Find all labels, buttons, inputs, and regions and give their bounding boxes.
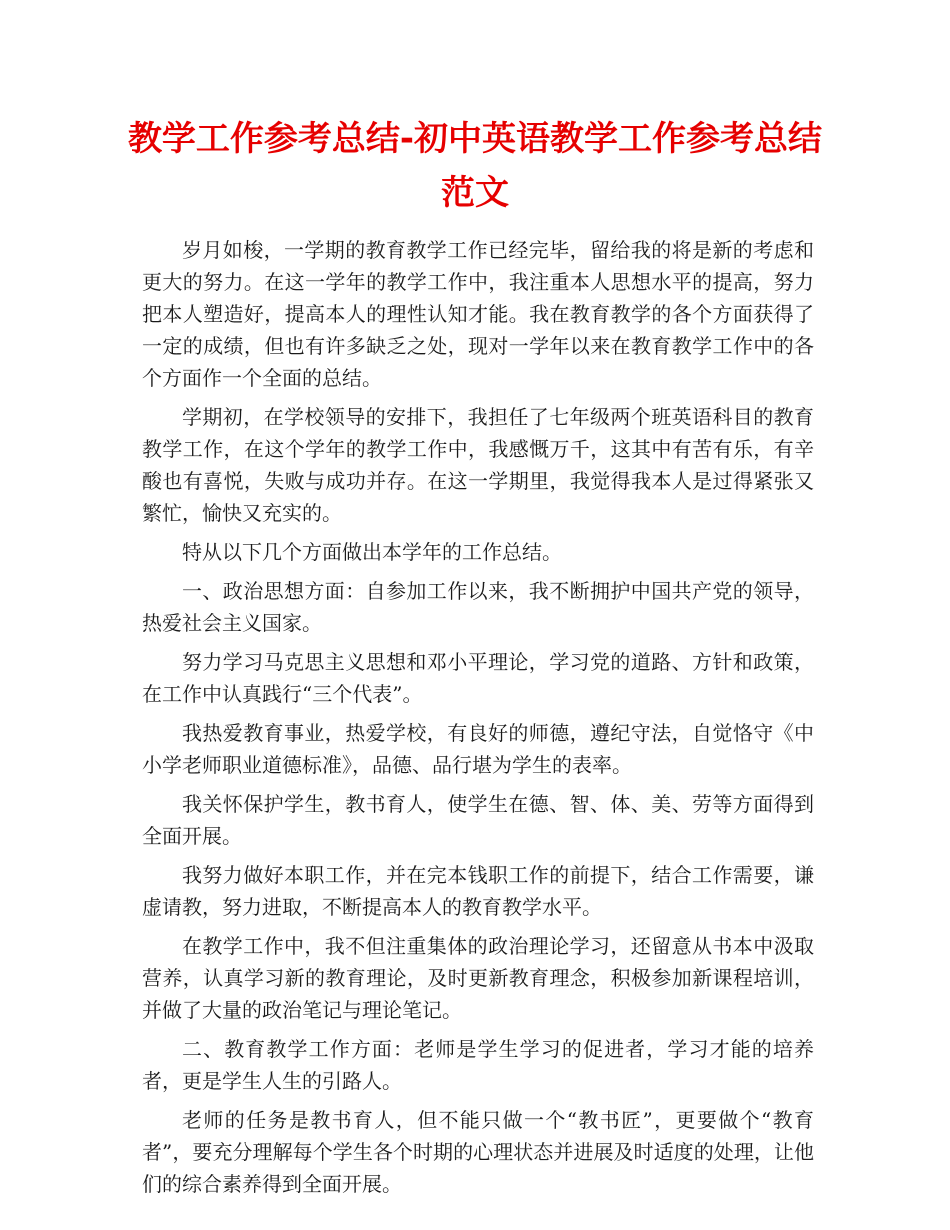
paragraph: 岁月如梭，一学期的教育教学工作已经完毕，留给我的将是新的考虑和更大的努力。在这一学年的教学工作中，我注重本人思想水平的提高，努力把本人塑造好，提高本人的理性认知才能。我在教育教学的各个方面获得了一定的成绩，但也有许多缺乏之处，现对一学年以来在教育教学工作中的各个方面作一个全面的总结。 bbox=[142, 238, 814, 390]
paragraph: 老师的任务是教书育人，但不能只做一个“教书匠”，更要做个“教育者”，要充分理解每个学生各个时期的心理状态并进展及时适度的处理，让他们的综合素养得到全面开展。 bbox=[142, 1108, 814, 1196]
document-body bbox=[142, 234, 814, 1207]
paragraph: 在教学工作中，我不但注重集体的政治理论学习，还留意从书本中汲取营养，认真学习新的教育理论，及时更新教育理念，积极参加新课程培训，并做了大量的政治笔记与理论笔记。 bbox=[142, 934, 814, 1022]
paragraph: 我关怀保护学生，教书育人，使学生在德、智、体、美、劳等方面得到全面开展。 bbox=[142, 792, 814, 848]
paragraph: 我热爱教育事业，热爱学校，有良好的师德，遵纪守法，自觉恪守《中小学老师职业道德标准》，品德、品行堪为学生的表率。 bbox=[142, 721, 814, 777]
paragraph: 特从以下几个方面做出本学年的工作总结。 bbox=[182, 540, 562, 564]
paragraph: 学期初，在学校领导的安排下，我担任了七年级两个班英语科目的教育教学工作，在这个学年的教学工作中，我感慨万千，这其中有苦有乐，有辛酸也有喜悦，失败与成功并存。在这一学期里，我觉得我本人是过得紧张又繁忙，愉快又充实的。 bbox=[142, 405, 814, 525]
paragraph: 我努力做好本职工作，并在完本钱职工作的前提下，结合工作需要，谦虚请教，努力进取，不断提高本人的教育教学水平。 bbox=[142, 863, 814, 919]
paragraph: 一、政治思想方面：自参加工作以来，我不断拥护中国共产党的领导，热爱社会主义国家。 bbox=[142, 579, 814, 635]
paragraph: 二、教育教学工作方面：老师是学生学习的促进者，学习才能的培养者，更是学生人生的引路人。 bbox=[142, 1037, 814, 1093]
paragraph: 努力学习马克思主义思想和邓小平理论，学习党的道路、方针和政策，在工作中认真践行“三个代表”。 bbox=[142, 650, 814, 706]
document-title: 教学工作参考总结-初中英语教学工作参考总结范文 bbox=[127, 119, 823, 213]
